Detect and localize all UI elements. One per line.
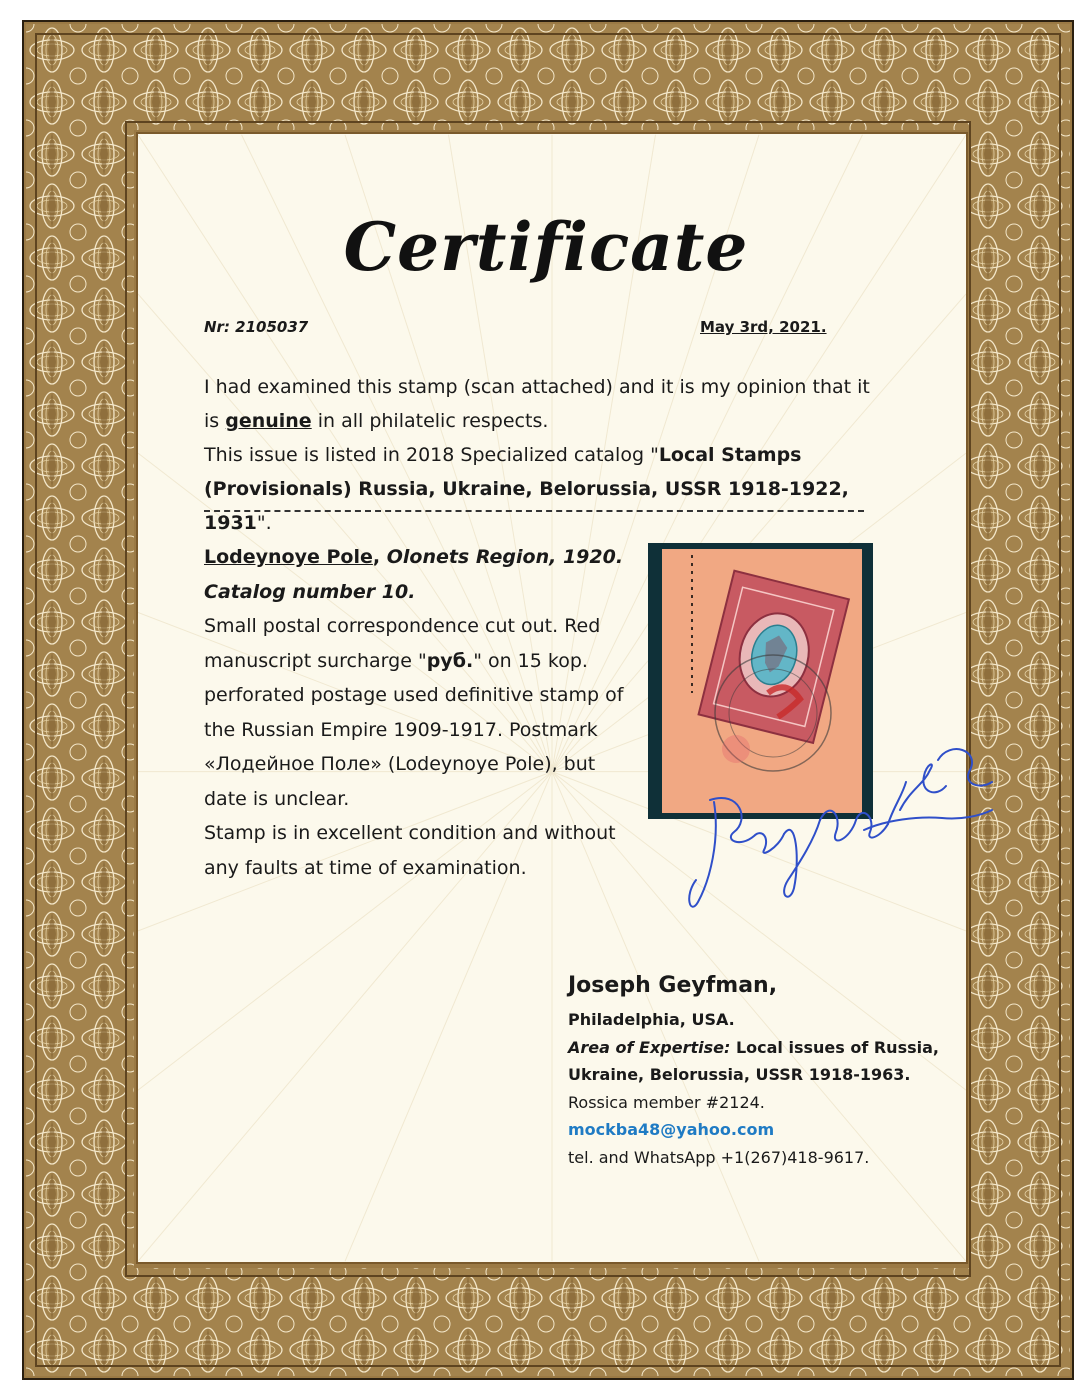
rossica-membership: Rossica member #2124.: [568, 1092, 765, 1112]
expert-name: Joseph Geyfman,: [568, 973, 778, 998]
expertise-label: Area of Expertise:: [568, 1037, 731, 1057]
statement-line-2-pre: is: [204, 410, 226, 432]
statement-line-3-post: ".: [256, 512, 272, 534]
statement-line-3-pre: This issue is listed in 2018 Specialized catalog ": [204, 444, 659, 466]
genuine-verdict: genuine: [225, 410, 312, 432]
stamp-place: Lodeynoye Pole: [204, 546, 373, 568]
expert-phone: tel. and WhatsApp +1(267)418-9617.: [568, 1147, 870, 1167]
stamp-condition: Stamp is in excellent condition and without any faults at time of examination.: [204, 822, 616, 879]
expert-city: Philadelphia, USA.: [568, 1010, 735, 1029]
certificate-number: Nr: 2105037: [204, 318, 309, 336]
surcharge-text: руб.: [426, 649, 474, 672]
place-separator: ,: [372, 546, 381, 568]
expert-signature: [680, 720, 1000, 920]
stamp-desc-1: Small postal correspondence cut out. Red manuscript surcharge ": [204, 615, 601, 672]
statement-line-2-post: in all philatelic respects.: [311, 410, 549, 432]
expertise-area: Local issues of Russia, Ukraine, Belorussia, USSR 1918-1963.: [568, 1037, 939, 1084]
stamp-description: [204, 540, 644, 885]
catalog-title: Local Stamps (Provisionals) Russia, Ukraine, Belorussia, USSR 1918-1922, 1931: [204, 444, 849, 534]
expert-email-link[interactable]: mockba48@yahoo.com: [568, 1120, 775, 1139]
examination-statement: [204, 370, 904, 540]
certificate-title: Certificate: [343, 208, 749, 286]
statement-line-1: I had examined this stamp (scan attached) and it is my opinion that it: [204, 376, 870, 398]
section-divider: [204, 510, 864, 512]
certificate-date: May 3rd, 2021.: [700, 318, 827, 336]
stamp-region: Olonets Region, 1920.: [380, 546, 624, 568]
catalog-number: Catalog number 10.: [204, 580, 416, 603]
expert-details: [568, 970, 948, 1171]
stamp-desc-2: " on 15 kop. perforated postage used definitive stamp of the Russian Empire 1909-1917. Postmark «Лодейное Поле» (Lodeynoye Pole), but date is unclear.: [204, 649, 624, 810]
